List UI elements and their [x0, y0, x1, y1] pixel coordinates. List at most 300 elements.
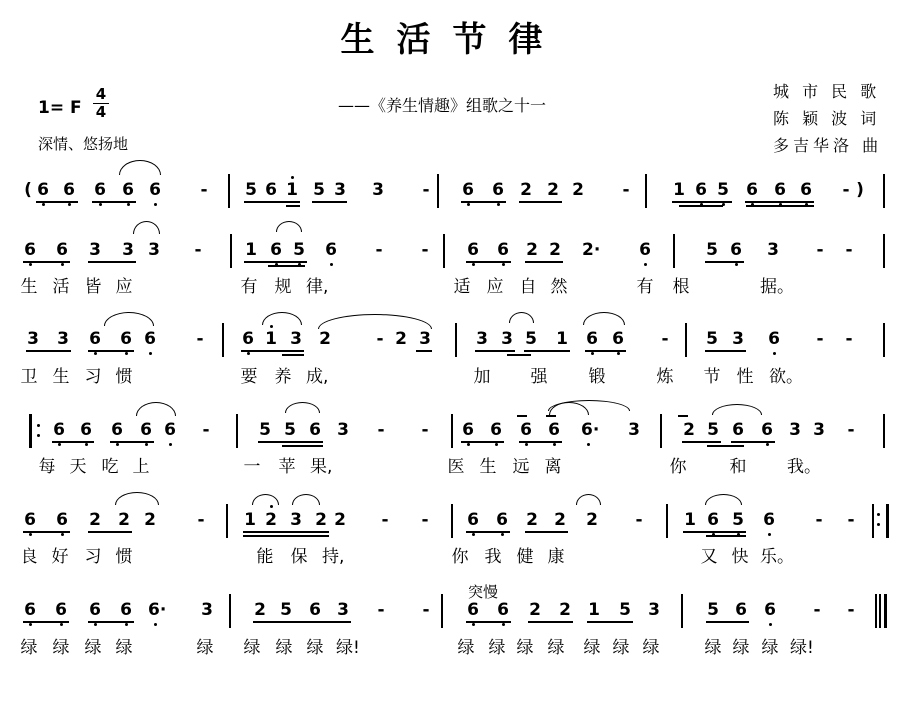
- repeat-dot: [37, 434, 40, 437]
- expression-marking: 深情、悠扬地: [38, 135, 129, 153]
- lyric-syllable: 炼: [656, 367, 674, 387]
- lyric-syllable: 皆: [84, 277, 102, 297]
- note: 3: [290, 329, 302, 349]
- beam: [253, 621, 351, 623]
- lyric-syllable: 和: [729, 457, 747, 477]
- octave-dot-low: [768, 533, 771, 536]
- lyric-syllable: 每: [38, 457, 56, 477]
- slur: [133, 221, 160, 234]
- lyric-syllable: 我: [484, 547, 502, 567]
- note: 3: [89, 240, 101, 260]
- note: 6: [490, 420, 502, 440]
- note: 5: [245, 180, 257, 200]
- beam-double: [707, 445, 744, 447]
- note: 2: [395, 329, 407, 349]
- note: 2: [554, 510, 566, 530]
- tenuto-mark: [678, 415, 688, 417]
- octave-dot-low: [737, 533, 740, 536]
- note: 5: [259, 420, 271, 440]
- repeat-dot: [877, 513, 880, 516]
- lyric-syllable: 自: [519, 277, 537, 297]
- lyric-syllable: 苹: [278, 457, 296, 477]
- note: -: [622, 180, 630, 200]
- octave-dot-low: [29, 623, 32, 626]
- note: 6: [265, 180, 277, 200]
- note: -: [376, 329, 384, 349]
- lyric-syllable: 惯: [115, 367, 133, 387]
- lyric-syllable: 保: [290, 547, 308, 567]
- lyric-syllable: 良: [20, 547, 38, 567]
- beam: [92, 201, 136, 203]
- note: 6: [639, 240, 651, 260]
- note: 6: [56, 240, 68, 260]
- octave-dot-low: [247, 352, 250, 355]
- lyric-syllable: 生: [52, 367, 70, 387]
- note: 3: [501, 329, 513, 349]
- slur: [712, 404, 762, 415]
- slur: [276, 221, 302, 232]
- lyric-syllable: 绿: [612, 638, 630, 658]
- note: 3: [372, 180, 384, 200]
- octave-dot-high: [291, 176, 294, 179]
- barline: [443, 234, 445, 268]
- note: 5: [280, 600, 292, 620]
- beam: [519, 201, 562, 203]
- note: 6: [761, 420, 773, 440]
- barline: [437, 174, 439, 208]
- beam: [416, 350, 432, 352]
- note: 1: [286, 180, 298, 200]
- note: 1: [673, 180, 685, 200]
- beam: [475, 350, 515, 352]
- note: 6: [325, 240, 337, 260]
- beam: [243, 531, 329, 533]
- octave-dot-low: [58, 443, 61, 446]
- lyric-syllable: 加: [473, 367, 491, 387]
- barline: [226, 504, 228, 538]
- lyric-syllable: 能: [256, 547, 274, 567]
- beam: [312, 201, 347, 203]
- lyric-syllable: 你: [669, 457, 687, 477]
- final-bar: [884, 594, 887, 628]
- lyric-syllable: 绿: [704, 638, 722, 658]
- note: 3: [337, 600, 349, 620]
- note: 3: [767, 240, 779, 260]
- beam: [286, 201, 300, 203]
- note: 6: [746, 180, 758, 200]
- octave-dot-low: [29, 263, 32, 266]
- note: 2: [89, 510, 101, 530]
- lyric-syllable: 绿: [732, 638, 750, 658]
- lyric-syllable: 绿: [761, 638, 779, 658]
- note: -: [194, 240, 202, 260]
- barline: [883, 234, 885, 268]
- beam: [705, 261, 744, 263]
- lyric-syllable: 然: [550, 277, 568, 297]
- lyric-syllable: 节: [703, 367, 721, 387]
- barline: [666, 504, 668, 538]
- lyric-syllable: 远: [512, 457, 530, 477]
- note: 6: [270, 240, 282, 260]
- barline: [875, 594, 877, 628]
- note: 6: [89, 329, 101, 349]
- octave-dot-low: [85, 443, 88, 446]
- note: 3: [476, 329, 488, 349]
- beam: [241, 350, 304, 352]
- note: 6: [164, 420, 176, 440]
- repeat-dot: [37, 424, 40, 427]
- note: -: [422, 180, 430, 200]
- time-sig-denominator: 4: [95, 103, 107, 121]
- lyric-syllable: 吃: [101, 457, 119, 477]
- note: 2: [572, 180, 584, 200]
- note: 6·: [148, 600, 167, 620]
- octave-dot-low: [61, 263, 64, 266]
- slur: [509, 312, 534, 323]
- note: 6: [497, 600, 509, 620]
- octave-dot-low: [495, 443, 498, 446]
- slur: [119, 160, 161, 175]
- note: -: [196, 329, 204, 349]
- note: 2: [559, 600, 571, 620]
- lyric-syllable: 康: [547, 547, 565, 567]
- note: 6: [467, 600, 479, 620]
- octave-dot-low: [94, 623, 97, 626]
- note: 6: [492, 180, 504, 200]
- note: 1: [588, 600, 600, 620]
- note: 6: [467, 240, 479, 260]
- tenuto-mark: [546, 415, 556, 417]
- octave-dot-low: [154, 203, 157, 206]
- note: 3: [148, 240, 160, 260]
- beam: [525, 531, 568, 533]
- octave-dot-low: [116, 443, 119, 446]
- note: -: [381, 510, 389, 530]
- note: 6: [520, 420, 532, 440]
- lyric-syllable: 适: [453, 277, 471, 297]
- lyric-syllable: 离: [544, 457, 562, 477]
- note: 6: [732, 420, 744, 440]
- note: 5: [707, 600, 719, 620]
- note: 6: [94, 180, 106, 200]
- octave-dot-low: [472, 263, 475, 266]
- note: 6: [89, 600, 101, 620]
- octave-dot-low: [766, 443, 769, 446]
- lyric-syllable: 成,: [306, 367, 329, 387]
- note: 6: [37, 180, 49, 200]
- note: 2: [526, 240, 538, 260]
- lyric-syllable: 绿: [115, 638, 133, 658]
- note: 6: [586, 329, 598, 349]
- lyric-syllable: 乐。: [760, 547, 794, 567]
- note: 1: [245, 240, 257, 260]
- note: 3: [337, 420, 349, 440]
- note: 2: [683, 420, 695, 440]
- note: -: [377, 420, 385, 440]
- lyric-syllable: 养: [274, 367, 292, 387]
- note: 3: [27, 329, 39, 349]
- lyric-syllable: 强: [530, 367, 548, 387]
- note: -: [200, 180, 208, 200]
- note: 5: [293, 240, 305, 260]
- credit-genre: 城 市 民 歌: [773, 82, 881, 101]
- note: 6: [735, 600, 747, 620]
- note: 2: [520, 180, 532, 200]
- octave-dot-low: [99, 203, 102, 206]
- note: 3: [122, 240, 134, 260]
- repeat-dot: [877, 523, 880, 526]
- lyric-syllable: 持,: [322, 547, 345, 567]
- note: -: [375, 240, 383, 260]
- lyric-syllable: 绿: [275, 638, 293, 658]
- note: 6: [80, 420, 92, 440]
- note: -: [661, 329, 669, 349]
- note: 3: [334, 180, 346, 200]
- note: 5: [619, 600, 631, 620]
- barline: [230, 234, 232, 268]
- repeat-end-bar: [886, 504, 889, 538]
- lyric-syllable: 活: [52, 277, 70, 297]
- octave-dot-low: [587, 443, 590, 446]
- note: (: [24, 180, 32, 200]
- lyric-syllable: 锻: [588, 367, 606, 387]
- note: -: [845, 329, 853, 349]
- beam: [88, 261, 136, 263]
- octave-dot-low: [722, 203, 725, 206]
- note: 6: [467, 510, 479, 530]
- note: 2: [144, 510, 156, 530]
- note: 6: [56, 510, 68, 530]
- octave-dot-low: [497, 203, 500, 206]
- note: -: [847, 600, 855, 620]
- lyric-syllable: 上: [132, 457, 150, 477]
- octave-dot-low: [60, 623, 63, 626]
- beam: [587, 621, 633, 623]
- lyric-syllable: 绿: [516, 638, 534, 658]
- note: 1: [684, 510, 696, 530]
- barline: [236, 414, 238, 448]
- note: 5: [732, 510, 744, 530]
- note: 2: [529, 600, 541, 620]
- barline: [681, 594, 683, 628]
- octave-dot-low: [502, 623, 505, 626]
- octave-dot-low: [94, 352, 97, 355]
- note: 2·: [582, 240, 601, 260]
- lyric-syllable: 绿!: [790, 638, 814, 658]
- octave-dot-low: [472, 533, 475, 536]
- octave-dot-low: [169, 443, 172, 446]
- subtitle: ——《养生情趣》组歌之十一: [338, 96, 547, 115]
- lyric-syllable: 有: [636, 277, 654, 297]
- lyric-syllable: 绿: [457, 638, 475, 658]
- note: 6: [730, 240, 742, 260]
- note: -: [847, 510, 855, 530]
- note: 2: [547, 180, 559, 200]
- note: 3: [648, 600, 660, 620]
- lyric-syllable: 律,: [306, 277, 329, 297]
- lyric-syllable: 应: [115, 277, 133, 297]
- note: 3: [813, 420, 825, 440]
- note: -: [816, 329, 824, 349]
- slur: [705, 494, 742, 505]
- octave-dot-low: [779, 203, 782, 206]
- lyric-syllable: 生: [479, 457, 497, 477]
- note: 6: [309, 420, 321, 440]
- barline: [883, 174, 885, 208]
- beam-double: [282, 445, 323, 447]
- note: 1: [244, 510, 256, 530]
- octave-dot-low: [467, 203, 470, 206]
- lyric-syllable: 习: [84, 547, 102, 567]
- barline: [451, 414, 453, 448]
- note: -: [421, 420, 429, 440]
- barline: [455, 323, 457, 357]
- lyric-syllable: 卫: [20, 367, 38, 387]
- octave-dot-low: [502, 263, 505, 266]
- octave-dot-low: [467, 443, 470, 446]
- beam: [88, 531, 132, 533]
- lyric-syllable: 绿: [20, 638, 38, 658]
- note: 2: [586, 510, 598, 530]
- note: -: [635, 510, 643, 530]
- octave-dot-low: [700, 203, 703, 206]
- lyric-syllable: 据。: [760, 277, 794, 297]
- barline: [451, 504, 453, 538]
- tempo-change-marking: 突慢: [468, 583, 499, 601]
- note: 5: [525, 329, 537, 349]
- note: -: [421, 240, 429, 260]
- note: 2: [265, 510, 277, 530]
- barline: [883, 414, 885, 448]
- note: 5: [717, 180, 729, 200]
- note: 6: [497, 240, 509, 260]
- lyric-syllable: 欲。: [769, 367, 803, 387]
- beam-double: [286, 205, 300, 207]
- octave-dot-low: [149, 352, 152, 355]
- note: 6: [24, 240, 36, 260]
- note: -: [421, 510, 429, 530]
- note: 6: [612, 329, 624, 349]
- octave-dot-low: [61, 533, 64, 536]
- octave-dot-low: [617, 352, 620, 355]
- octave-dot-low: [125, 623, 128, 626]
- lyric-syllable: 惯: [115, 547, 133, 567]
- note: 6: [242, 329, 254, 349]
- note: 6: [55, 600, 67, 620]
- slur: [292, 494, 320, 505]
- note: 6: [144, 329, 156, 349]
- lyric-syllable: 你: [451, 547, 469, 567]
- note: 3: [732, 329, 744, 349]
- lyric-syllable: 绿: [306, 638, 324, 658]
- note: -: [845, 240, 853, 260]
- beam: [682, 441, 721, 443]
- octave-dot-low: [145, 443, 148, 446]
- barline: [228, 174, 230, 208]
- octave-dot-low: [125, 352, 128, 355]
- lyric-syllable: 绿: [52, 638, 70, 658]
- octave-dot-low: [275, 263, 278, 266]
- beam-double: [243, 535, 329, 537]
- note: 2: [526, 510, 538, 530]
- octave-dot-low: [712, 533, 715, 536]
- beam: [706, 621, 749, 623]
- note: 3: [628, 420, 640, 440]
- note: 3: [419, 329, 431, 349]
- lyric-syllable: 绿: [642, 638, 660, 658]
- lyric-syllable: 绿: [583, 638, 601, 658]
- octave-dot-low: [773, 352, 776, 355]
- barline: [441, 594, 443, 628]
- lyric-syllable: 快: [731, 547, 749, 567]
- note: 6: [695, 180, 707, 200]
- note: -: [816, 240, 824, 260]
- lyric-syllable: 天: [69, 457, 87, 477]
- octave-dot-low: [644, 263, 647, 266]
- lyric-syllable: 生: [20, 277, 38, 297]
- barline: [660, 414, 662, 448]
- note: 2: [334, 510, 346, 530]
- slur: [115, 492, 159, 505]
- note: 5: [706, 329, 718, 349]
- note: 6: [774, 180, 786, 200]
- barline: [673, 234, 675, 268]
- note: 5: [707, 420, 719, 440]
- repeat-start-bar: [29, 414, 32, 448]
- lyric-syllable: 医: [447, 457, 465, 477]
- note: 2: [118, 510, 130, 530]
- note: 6: [548, 420, 560, 440]
- lyric-syllable: 要: [240, 367, 258, 387]
- lyric-syllable: 一: [243, 457, 261, 477]
- octave-dot-low: [29, 533, 32, 536]
- octave-dot-low: [472, 623, 475, 626]
- slur: [262, 312, 302, 325]
- octave-dot-low: [805, 203, 808, 206]
- beam: [528, 621, 573, 623]
- note: 6: [496, 510, 508, 530]
- note: -: [842, 180, 850, 200]
- note: 6: [53, 420, 65, 440]
- barline: [222, 323, 224, 357]
- lyric-syllable: 绿: [84, 638, 102, 658]
- note: 2: [319, 329, 331, 349]
- note: 6: [24, 600, 36, 620]
- note: 6: [111, 420, 123, 440]
- note: 6: [24, 510, 36, 530]
- lyric-syllable: 绿!: [336, 638, 360, 658]
- note: 1: [556, 329, 568, 349]
- credits: [773, 78, 882, 159]
- tenuto-mark: [517, 415, 527, 417]
- octave-dot-low: [68, 203, 71, 206]
- slur: [285, 402, 320, 413]
- note: 6: [462, 180, 474, 200]
- key-signature: 1= F: [38, 98, 82, 118]
- barline: [645, 174, 647, 208]
- octave-dot-low: [501, 533, 504, 536]
- note: 5: [706, 240, 718, 260]
- note: 3: [57, 329, 69, 349]
- octave-dot-high: [270, 325, 273, 328]
- octave-dot-low: [127, 203, 130, 206]
- note: 2: [549, 240, 561, 260]
- note: -: [197, 510, 205, 530]
- note: 2: [315, 510, 327, 530]
- beam: [705, 350, 746, 352]
- final-bar: [879, 594, 881, 628]
- beam: [258, 441, 323, 443]
